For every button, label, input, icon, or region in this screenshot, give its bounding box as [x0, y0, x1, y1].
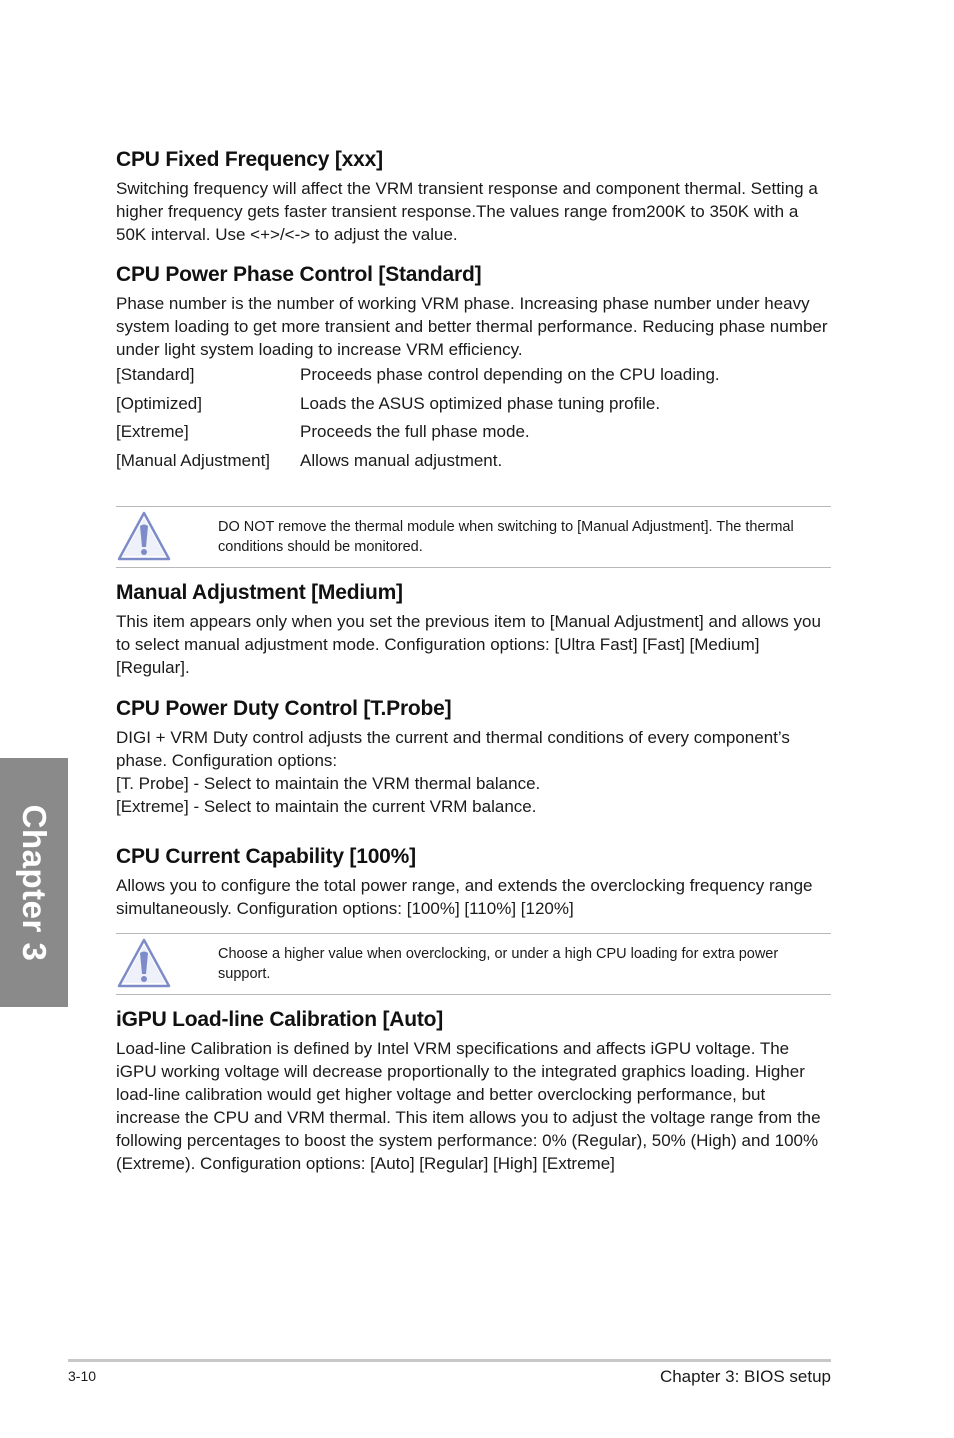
chapter-tab — [0, 758, 68, 1007]
section-cpu-power-duty-control — [116, 696, 832, 818]
chapter-tab-label: Chapter 3 — [16, 804, 53, 961]
footer-chapter-title: Chapter 3: BIOS setup — [659, 1367, 831, 1386]
section-manual-adjustment — [116, 580, 832, 679]
section-body-line: [Extreme] - Select to maintain the current VRM balance. — [116, 797, 537, 816]
option-key: [Standard] — [116, 365, 195, 384]
option-key: [Optimized] — [116, 393, 202, 413]
section-body: Switching frequency will affect the VRM transient response and component thermal. Setting a higher frequency gets faster transient response.The values range from200K to 350K with a 50K interval. Use <+>/<-> to adjust the value. — [116, 179, 818, 244]
section-cpu-current-capability — [116, 844, 832, 920]
section-title: Manual Adjustment [Medium] — [116, 581, 403, 604]
option-desc: Loads the ASUS optimized phase tuning profile. — [300, 393, 661, 413]
section-body: This item appears only when you set the previous item to [Manual Adjustment] and allows you to select manual adjustment mode. Configuration options: [Ultra Fast] [Fast] [Medium] [Regular]. — [116, 612, 821, 677]
section-body: DIGI + VRM Duty control adjusts the current and thermal conditions of every component’s phase. Configuration options: — [116, 728, 790, 770]
warning-triangle-icon — [116, 936, 172, 992]
warning-triangle-icon — [116, 509, 172, 565]
options-list — [116, 363, 832, 472]
option-desc: Proceeds the full phase mode. — [300, 422, 530, 441]
section-title: CPU Fixed Frequency [xxx] — [116, 148, 383, 171]
section-cpu-power-phase-control — [116, 262, 832, 477]
option-row — [116, 392, 832, 415]
section-igpu-load-line-calibration — [116, 1007, 832, 1175]
warning-note-thermal — [116, 506, 831, 568]
option-key: [Manual Adjustment] — [116, 450, 271, 470]
option-desc: Allows manual adjustment. — [300, 450, 503, 470]
page-number: 3-10 — [68, 1368, 97, 1384]
section-title: CPU Current Capability [100%] — [116, 845, 416, 868]
note-text: DO NOT remove the thermal module when switching to [Manual Adjustment]. The thermal conditions should be monitored. — [218, 519, 794, 555]
section-title: iGPU Load-line Calibration [Auto] — [116, 1008, 444, 1031]
note-text: Choose a higher value when overclocking, or under a high CPU loading for extra power support. — [218, 946, 779, 982]
option-desc: Proceeds phase control depending on the CPU loading. — [300, 365, 720, 384]
option-row — [116, 420, 832, 443]
section-title: CPU Power Phase Control [Standard] — [116, 263, 482, 286]
footer-divider — [68, 1359, 831, 1362]
option-row — [116, 449, 832, 472]
option-key: [Extreme] — [116, 422, 189, 441]
section-body: Allows you to configure the total power range, and extends the overclocking frequency range simultaneously. Configuration options: [100%] [110%] [120%] — [116, 876, 813, 918]
section-body-line: [T. Probe] - Select to maintain the VRM thermal balance. — [116, 774, 541, 793]
section-cpu-fixed-frequency — [116, 147, 832, 246]
warning-note-overclock — [116, 933, 831, 995]
section-title: CPU Power Duty Control [T.Probe] — [116, 697, 452, 720]
option-row — [116, 363, 832, 386]
section-body: Phase number is the number of working VRM phase. Increasing phase number under heavy system loading to get more transient and better thermal performance. Reducing phase number under light system loading to increase VRM efficiency. — [116, 294, 828, 359]
section-body: Load-line Calibration is defined by Intel VRM specifications and affects iGPU voltage. The iGPU working voltage will decrease proportionally to the integrated graphics loading. Higher load-line calibration would get higher voltage and better overclocking performance, but increase the CPU and VRM thermal. This item allows you to adjust the voltage range from the following percentages to boost the system performance: 0% (Regular), 50% (High) and 100% (Extreme). Configuration options: [Auto] [Regular] [High] [Extreme] — [116, 1039, 821, 1173]
